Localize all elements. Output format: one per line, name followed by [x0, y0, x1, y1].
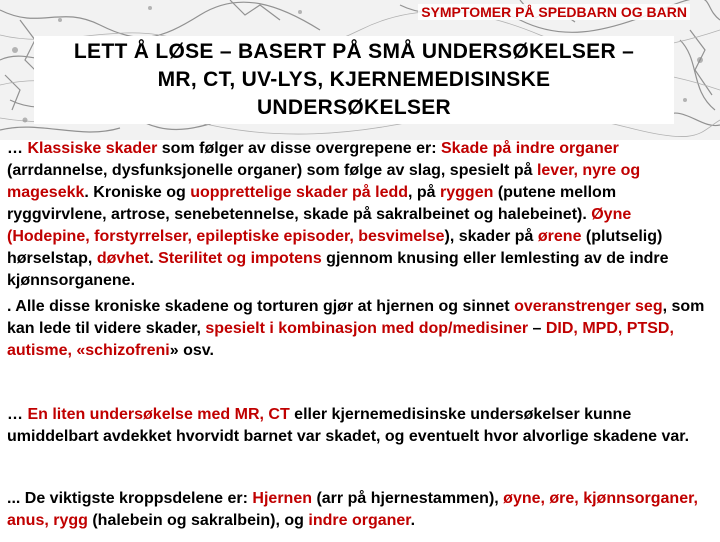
body-text: …: [7, 140, 28, 157]
highlight-text: overanstrenger seg: [514, 298, 663, 315]
highlight-text: døvhet: [96, 250, 150, 267]
highlight-text: uopprettelige skader på ledd: [190, 184, 409, 201]
highlight-text: Hjernen: [252, 490, 312, 507]
highlight-text: Øyne (Hodepine, forstyrrelser, epileptiske episoder, besvimelse: [7, 206, 632, 245]
highlight-text: spesielt i kombinasjon med dop/medisiner: [205, 320, 529, 337]
body-text: (halebein og sakralbein), og: [87, 512, 309, 529]
title-line: MR, CT, UV-LYS, KJERNEMEDISINSKE: [157, 68, 551, 91]
slide-category-label: SYMPTOMER PÅ SPEDBARN OG BARN: [418, 4, 690, 20]
title-line: UNDERSØKELSER: [256, 96, 452, 119]
highlight-text: ryggen: [440, 184, 494, 201]
paragraph-examination: [7, 404, 715, 448]
highlight-text: En liten undersøkelse med MR, CT: [27, 406, 290, 423]
body-text: , på: [408, 184, 441, 201]
body-text: eller kjernemedisinske undersøkelser kunne umiddelbart avdekket hvorvidt barnet var skadet, og eventuelt hvor alvorlige skadene var.: [7, 406, 690, 445]
body-text: .: [410, 512, 416, 529]
body-text: (putene mellom ryggvirvlene, artrose, senebetennelse, skade på sakralbeinet og halebeinet).: [7, 184, 617, 223]
body-text: ... De viktigste kroppsdelene er:: [7, 490, 253, 507]
highlight-text: Sterilitet og impotens: [158, 250, 322, 267]
title-line: LETT Å LØSE – BASERT PÅ SMÅ UNDERSØKELSER –: [73, 40, 635, 63]
highlight-text: Klassiske skader: [27, 140, 158, 157]
highlight-text: Skade på indre organer: [441, 140, 619, 157]
paragraph-body-parts: [7, 488, 715, 532]
body-text: som følger av disse overgrepene er:: [157, 140, 441, 157]
highlight-text: øyne, øre, kjønnsorganer, anus, rygg: [7, 490, 698, 529]
body-text: gjennom knusing eller lemlesting av de indre kjønnsorganene.: [7, 250, 669, 289]
body-content: [7, 138, 715, 532]
body-text: –: [528, 320, 546, 337]
body-text: , som kan lede til videre skader,: [7, 298, 705, 337]
body-text: (arr på hjernestammen),: [312, 490, 504, 507]
body-text: .: [149, 250, 159, 267]
body-text: . Alle disse kroniske skadene og torturen gjør at hjernen og sinnet: [7, 298, 515, 315]
highlight-text: indre organer: [308, 512, 411, 529]
highlight-text: DID, MPD, PTSD, autisme, «schizofreni: [7, 320, 674, 359]
highlight-text: ørene: [537, 228, 582, 245]
slide-title: [74, 38, 634, 122]
body-text: (arrdannelse, dysfunksjonelle organer) som følge av slag, spesielt på: [7, 162, 537, 179]
body-text: ), skader på: [444, 228, 538, 245]
body-text: …: [7, 406, 28, 423]
title-box: [34, 36, 674, 124]
paragraph-injuries: [7, 138, 715, 292]
highlight-text: lever, nyre og magesekk: [7, 162, 641, 201]
body-text: . Kroniske og: [84, 184, 191, 201]
body-text: » osv.: [169, 342, 214, 359]
paragraph-brain-overload: [7, 296, 715, 362]
body-text: (plutselig) hørselstap,: [7, 228, 663, 267]
